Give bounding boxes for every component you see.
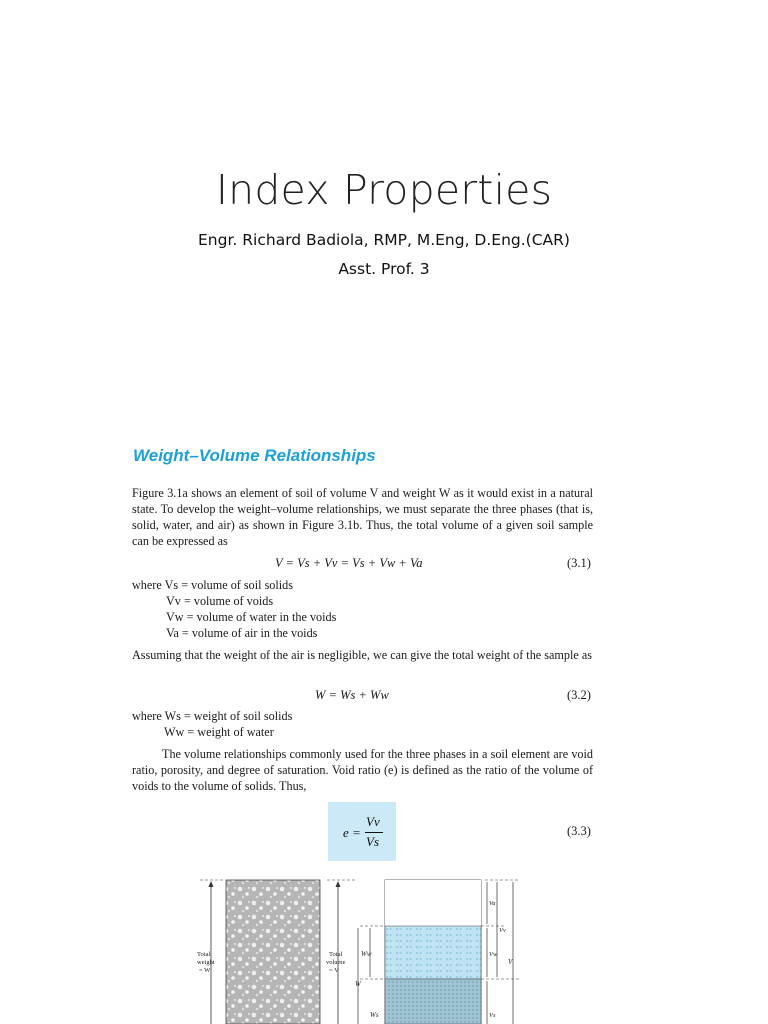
soil-phase-figure: [195, 872, 525, 1024]
where-item: Vv = volume of voids: [166, 594, 274, 608]
figure-label: V: [508, 958, 513, 966]
equation-3-2: W = Ws + Ww: [315, 688, 389, 702]
soil-element-a: [226, 880, 320, 1024]
where-item: Va = volume of air in the voids: [166, 626, 318, 640]
solid-phase: [385, 979, 481, 1024]
section-heading: Weight–Volume Relationships: [133, 446, 376, 465]
water-phase: [385, 926, 481, 979]
where-item: Vw = volume of water in the voids: [166, 610, 337, 624]
figure-label: W: [355, 980, 361, 988]
slide-title: Index Properties: [215, 166, 553, 214]
air-phase: [385, 880, 481, 926]
paragraph-void-ratio: The volume relationships commonly used for the three phases in a soil element are void ratio, porosity, and degree of saturation. Void ratio (e) is defined as the ratio of the volume of voids to the volume of solids. Thus,: [132, 747, 593, 793]
equation-3-1-number: (3.1): [567, 556, 591, 570]
where-item: where Ws = weight of soil solids: [132, 709, 293, 723]
figure-label: Ws: [370, 1011, 379, 1019]
fraction-denominator: Vs: [366, 834, 379, 849]
figure-label: = V: [329, 967, 339, 974]
where-item: Ww = weight of water: [164, 725, 274, 739]
equation-highlight-box: [328, 802, 396, 861]
equation-lhs: e =: [343, 825, 361, 840]
figure-label: Vv: [499, 927, 506, 934]
figure-label: volume: [326, 959, 346, 966]
equation-3-1: V = Vs + Vv = Vs + Vw + Va: [275, 556, 423, 570]
where-item: where Vs = volume of soil solids: [132, 578, 294, 592]
figure-label: Total: [329, 951, 343, 958]
fraction-numerator: Vv: [366, 814, 380, 829]
equation-3-2-number: (3.2): [567, 688, 591, 702]
paragraph-intro: Figure 3.1a shows an element of soil of volume V and weight W as it would exist in a natural state. To develop the weight–volume relationships, we must separate the three phases (that is, solid, water, and air) as shown in Figure 3.1b. Thus, the total volume of a given soil sample can be expressed as: [132, 486, 593, 548]
figure-label: weight: [197, 959, 215, 966]
figure-label: Vs: [489, 1012, 496, 1019]
fraction-bar: [365, 832, 383, 833]
author-position: Asst. Prof. 3: [338, 260, 430, 278]
figure-label: = W: [199, 967, 211, 974]
figure-label: Va: [489, 900, 496, 907]
figure-label: Ww: [361, 950, 372, 958]
author-name: Engr. Richard Badiola, RMP, M.Eng, D.Eng.(CAR): [198, 231, 570, 249]
figure-label: Vw: [489, 951, 498, 958]
equation-3-3-number: (3.3): [567, 824, 591, 838]
paragraph-weight: Assuming that the weight of the air is negligible, we can give the total weight of the sample as: [132, 648, 592, 662]
figure-label: Total: [197, 951, 211, 958]
